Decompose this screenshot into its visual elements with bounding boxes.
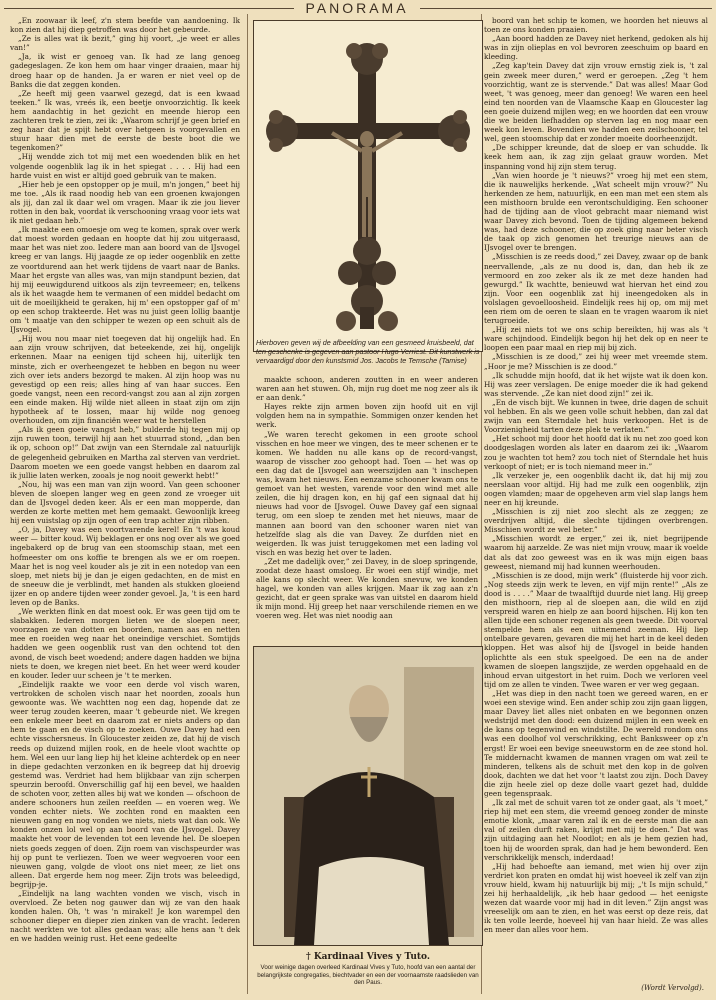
- paragraph: „We werkten flink en dat moest ook. Er was geen tijd om te slabakken. Iederen morgen lieten we de sloepen neer, voorzagen ze van dotten en boorden, namen aas en netten mee en roeiden weg naar het oneindige verschiet. Somtijds hadden we geen oogenblik rust van den ochtend tot den avond, de visch beet woedend; andere dagen hadden we bijna niets te doen, we kregen niet beet. En het weer werd kouder en kouder. Ieder uur scheen je 't te merken.: [10, 607, 240, 680]
- page-header: [0, 0, 716, 16]
- paragraph: „Ze heeft mij geen vaarwel gezegd, dat is een kwaad teeken.” Ik was, vreés ik, een beetje onvoorzichtig. Ik keek hem aandachtig in het gezicht en meende hierop een zachteren trek te zien, zei ik: „Waarom schrijf je geen brief en zeg haar dat je spijt hebt over hetgeen is voorgevallen en stuur haar dien met de eerste de beste boot die we tegenkomen?”: [10, 88, 240, 153]
- article-column-middle-body: [256, 375, 478, 643]
- paragraph: „En zoowaar ik leef, z'n stem beefde van aandoening. Ik kon zien dat hij diep getroffen was door het gebeurde.: [10, 16, 240, 35]
- paragraph: „Misschien wordt ze erger,” zei ik, niet begrijpende waarom hij aarzelde. Ze was niet mijn vrouw, maar ik voelde dat als dat zoo geweest was en ik was mijn eigen baas geweest, niemand mij had kunnen weerhouden.: [484, 534, 708, 571]
- cardinal-portrait: [254, 647, 482, 945]
- header-rule-right: [420, 8, 712, 9]
- paragraph: „Hij wendde zich tot mij met een woedenden blik en het volgende oogenblik lag ik in het spiegat . . . . Hij had een harde vuist en wist er altijd goed gebruik van te maken.: [10, 152, 240, 180]
- crucifix-caption: Hierboven geven wij de afbeelding van een gesmeed kruisbeeld, dat ten geschenke is gegeven aan pastoor Hugo Verriest. Dit kunstwerk is vervaardigd door den kunstsmid Jos. Jacobs te Temsche (Tamise): [256, 338, 480, 365]
- paragraph: „O, ja, Davey was een voortvarende kerel! En 't was koud weer — bitter koud. Wij beklagen er ons nog over als we goed ingebakerd op de brug van een stoomschip staan, met een hofmeester om ons koffie te brengen als we er om roepen. Maar het is nog veel kouder als je zit in een notedop van een sloep, met niets bij je dan je eigen gedachten, en de mist en de sneeuw die je verblindt, met handen als stukken gloeiend ijzer en op andere tijden weer zonder gevoel. Ja, 't is een hard leven op de Banks.: [10, 525, 240, 607]
- paragraph: „Misschien is zij niet zoo slecht als ze zeggen; ze overdrijven altijd, die slechte tijdingen overbrengen. Misschien wordt ze wel beter.”: [484, 507, 708, 535]
- cardinal-name: † Kardinaal Vives y Tuto.: [305, 952, 431, 962]
- paragraph: „Het was diep in den nacht toen we gereed waren, en er woei een stevige wind. Een ander schip zou zijn gaan liggen, maar Davey liet alles niet onbaten en we begonnen onzen wedstrijd met den dood: een duizend mijlen in een week en de kans op tegenwind en windstilte. De wereld rondom ons was een doolhof vol verschrikking, echt Banksweer op z'n ergst! Er woei een bevige sneeuwstorm en de zee stond hol. Te middernacht kwamen de mannen vragen om wat zeil te minderen, telkens als de schuit met den kop in de golven dook, dachten we dat het voor 't laatst zou zijn. Doch Davey die zijn heele ziel op deze dolle vaart gezet had, duldde geen tegenspraak.: [484, 688, 708, 798]
- paragraph: „Ja, ik wist er genoeg van. Ik had ze lang genoeg gadegeslagen. Ze kon hem om haar vinger draaien, maar hij droeg haar op de handen. Ja er waren er niet veel op de Banks die dat zeggen konden.: [10, 52, 240, 89]
- paragraph: „Hij wou nou maar niet toegeven dat hij ongelijk had. En aan zijn vrouw schrijven, dat beteekende, zei hij, ongelijk erkennen. Maar na eenigen tijd scheen hij, uiterlijk ten minste, zich er overheengezet te hebben en begon nu weer zich over iets anders bezorgd te maken. Al zijn hoop was nu gevestigd op een reis; alles hing af van haar succes. Een goede vangst, neen een record-vangst zou aan al zijn zorgen een einde maken. Hij wilde niet alleen in staat zijn om zijn hypotheek af te lossen, maar hij wilde nog genoeg overhouden, om zijn financiën weer wat te herstellen: [10, 334, 240, 426]
- paragraph: „Ik maakte een omoesje om weg te komen, sprak over werk dat moest worden gedaan en hoopte dat hij zou uitgeraasd, maar het was niet zoo. Iedere man aan boord van de IJsvogel kreeg er van langs. Hij jaagde ze op ieder oogenblik en zette ze voortdurend aan het werk tijdens de vaart naar de Banks. Maar het ergste van alles was, van mijn standpunt bezien, dat hij mij eeuwigdurend uitkoos als zijn tevreemeer; en, telkens als ik het waagde hem te vermanen of een middel bedacht om uit de moeilijkheid te geraken, hij m' een opstopper gaf of m' op een schop trakteerde. Het was nu juist geen lollig baantje om 't maatje van den schipper te wezen op een schuit als de IJsvogel.: [10, 225, 240, 335]
- paragraph: „Ik schudde mijn hoofd, dat ik het wijste wat ik doen kon. Hij was zeer verslagen. De enige moeder die ik had gekend was stervende. „Ze kan niet dood zijn!” zei ik.: [484, 370, 708, 398]
- paragraph: „Hier heb je een opstopper op je muil, m'n jongen,” beet hij me toe. „Als ik raad noodig heb van een groenen kwajongen als jij, dan zal ik daar wel om vragen. Maar ik zie jou liever rotten in den bak, voordat ik verschooning vraag voor iets wat ik niet gedaan heb.”: [10, 179, 240, 226]
- paragraph: maakte schoon, anderen zoutten in en weer anderen waren aan het stuwen. Oh, mijn rug doet me nog zeer als ik er aan denk.”: [256, 375, 478, 403]
- paragraph: Hayes rekte zijn armen boven zijn hoofd uit en vijl volgden hem na in sympathie. Sommigen onzer kenden het werk.: [256, 402, 478, 430]
- paragraph: „Zet me dadelijk over,” zei Davey, in de sloep springende, zoodat deze haast omsloeg. Er woei een stijf windje, met alle kans op slecht weer. We konden snevuw, we konden hagel, we konden van alles krijgen. Maar ik zag aan z'n gezicht, dat er geen sprake was van uitstel en daarom hield ik mijn mond. Hij greep het naar verschilende riemen en we voeren weg. Het was niet noodig aan: [256, 556, 478, 621]
- article-column-right: [484, 16, 708, 982]
- paragraph: boord van het schip te komen, we hoorden het nieuws al toen ze ons konden praaien.: [484, 16, 708, 35]
- header-rule-left: [4, 8, 294, 9]
- crucifix-figure: [253, 20, 483, 352]
- paragraph: „Aan boord hadden ze Davey niet herkend, gedoken als hij was in zijn olieplas en vol bevroren zeeschuim op baard en kleeding.: [484, 34, 708, 62]
- paragraph: „Van wien hoorde je 't nieuws?” vroeg hij met een stem, die ik nauwelijks herkende. „Wat scheelt mijn vrouw?” Nu herkenden ze hem, natuurlijk, en een man met een stem als een misthoorn brulde een verontschuldiging. Een schooner had de tijding aan de vloot gebracht maar niemand wist waar Davey zich bevond. Toen de tijding algemeen bekend was, had deze schooner, die op zoek ging naar beter visch de taak op zich genomen het treurige nieuws aan de IJsvogel over te brengen.: [484, 170, 708, 253]
- paragraph: „Als ik geen goeie vangst heb,” bulderde hij tegen mij op zijn ruwen toon, terwijl hij aan het stuurrad stond, „dan ben ik op, schoon op!” Dat zwijn van een Sterndale zal natuurlijk de gelegenheid gebruiken en Martha zal sterven van verdriet. Daarom moeten we een goede vangst hebben en daarom zal ik jullie laten werken, zooals je nog nooit gewerkt hebt!”: [10, 425, 240, 480]
- paragraph: „Misschien is ze dood, mijn werk” (fluisterde hij voor zich. „Nog steeds zijn werk te leven, en vijf mijn rente!” „Als ze dood is . . . .” Maar de twaalftijd duurde niet lang. Hij greep den misthoorn, riep al de sloepen aan, die wild en zijd verspreid waren en hielp ze aan boord hijschen. Hij kon ten allen tijde een schoner regenen als geen tweede. Dit voorval stempelde hem als een uitnemend zeeman. Hij liep ontelbare gevaren, gevaren die mij het hart in de keel deden kloppen. Het was alsof hij de IJsvogel in beide handen oplichtte als een stuk speelgoed. De een na de ander kwamen de sloepen langszijde, ze werden opgehaald en de inhoud ervan uitgestort in het ruim. Doch we verloren veel tijd om ze allen te vinden. Twee waren er ver weg gegaan.: [484, 570, 708, 689]
- paragraph: „Zeg kap'tein Davey dat zijn vrouw ernstig ziek is, 't zal gein zweek meer duren,” werd er geroepen. „Zeg 't hem voorzichtig, want ze is stervende.” Dat was alles! Maar God weet, 't was genoeg, meer dan genoeg! We waren een heel eind ten noorden van de Vlaamsche Kaap en Gloucester lag een goeie duizend mijlen weg; en we hoorden dat een vrouw die we beiden liefhadden op sterven lag en nog maar een week kon leven. Bovendien we hadden een zeilschooner, tel wel, geen stoomschip dat er zonder moeite doorheenzijdt.: [484, 61, 708, 144]
- paragraph: „En de visch bijt. We kunnen in twee, drie dagen de schuit vol hebben. En als we geen volle schuit hebben, dan zal dat zwijn van een Sterndale het huis verkoopen. Het is de Voorzienigheid tarten deze plek te verlaten.”: [484, 397, 708, 435]
- paragraph: „Het schoot mij door het hoofd dat ik nu net zoo goed kon doodgeslagen worden als later en daarom zei ik: „Waarom zou je wachten tot hem? zou toch niet of Sterndale het huis verkoopt of niet; er is toch niemand meer in.”: [484, 434, 708, 471]
- paragraph: „Ze is alles wat ik bezit,” ging hij voort, „je weet er alles van!”: [10, 34, 240, 53]
- column-divider-left: [247, 14, 248, 994]
- paragraph: „Nou, hij was een man van zijn woord. Van geen schooner bleven de sloepen langer weg en geen zond ze vroeger uit dan de IJsvogel deden keer. Als er een man mopperde, dan werden ze korte metten met hem gemaakt. Gewoonlijk kreeg hij een vuistslag op zijn ogen of een trap achter zijn ribben.: [10, 479, 240, 526]
- paragraph: „We waren terecht gekomen in een groote school visschen en hoe meer we vingen, des te meer schenen er te komen. We hadden nu alle kans op de record-vangst, waarop de visscher zoo gehoopt had. Toen — het was op een dag dat de IJsvogel aan weerszijden aan 't inschepen was, kwam het nieuws. Een eenzame schooner kwam ons te gemoet van het westen, varende voor den wind met alle zeilen, die hij dragen kon, en hij gaf een signaal dat hij nieuws had voor de IJsvogel. Ouwe Davey gaf een signaal terug, om een sloep te zenden met het nieuws, maar de mannen aan boord van den schooner waren niet van hetzelfde slag als die van Davey. Ze durfden niet en weigerden. Ik was juist teruggekomen met een lading vol visch en was bezig het over te laden.: [256, 429, 478, 557]
- paragraph: „Ik zal met de schuit varen tot ze onder gaat, als 't moet,” riep hij met een stem, die vreemd genoeg zonder de minste emotie klonk, „maar varen zal ik en de eerste man die aan val of zeilen durft raken, krijgt met mij te doen.” Dat was zijn uitdaging aan het Noodlot; en als je hem gezien had, toen hij de woorden sprak, dan had je hem bewonderd. Een verschrikkelijk mensch, inderdaad!: [484, 798, 708, 862]
- paragraph: „De schipper kreunde, dat de sloep er van schudde. Ik keek hem aan, ik zag zijn gelaat grauw worden. Met inspanning vond hij zijn stem terug.: [484, 143, 708, 171]
- paragraph: „Misschien is ze reeds dood,” zei Davey, zwaar op de bank neervallende, „als ze nu dood is, dan, dan heb ik ze vermoord en zoo zeker als ik ze met deze handen had gewurgd.” Ik wachtte, benieuwd wat hiervan het eind zou zijn. Voor een oogenblik zat hij ineengedoken als in volslagen gevoelloosheid. Eindelijk rees hij op, om mij met een riem om de oeren te slaan en te vragen waarom ik niet terugroeide.: [484, 252, 708, 326]
- cardinal-caption: Voor weinige dagen overleed Kardinaal Vives y Tuto, hoofd van een aantal der belangrijkste congregaties, biechtvader en een der voornaamste raadslieden van den Paus.: [257, 964, 479, 987]
- paragraph: „Eindelijk na lang wachten vonden we visch, visch in overvloed. Ze beten nog gauwer dan wij ze van den haak konden halen. Oh, 't was 'n mirakel! Je kon warempel den schooner dieper en dieper zien zinken van de vracht. Iederen nacht werkten we tot alles gedaan was; alle hens aan 't dek en we hadden weinig rust. Het eene gedeelte: [10, 889, 240, 944]
- paragraph: „Hij had behoefte aan iemand, met wien hij over zijn verdriet kon praten en omdat hij wist hoeveel ik zelf van zijn vrouw hield, kwam hij natuurlijk bij mij; „'t Is mijn schuld,” zei hij herhaaldelijk, „ik heb haar gedood — het eenigste wezen dat waarde voor mij had in dit leven.” Zijn angst was vreeselijk om aan te zien, en het was eerst op deze reis, dat ik ten volle leerde, hoeveel hij van haar hield. Ze was alles en meer dan alles voor hem.: [484, 861, 708, 935]
- cardinal-photo-frame: [253, 646, 483, 946]
- paragraph: „Hij zei niets tot we ons schip bereikten, hij was als 't ware schijndood. Eindelijk begon hij het dek op en neer te loopen een paar maal en riep mij bij zich.: [484, 325, 708, 353]
- paragraph: „Ik verzeker je, een oogenblik dacht ik, dat hij mij zou neerslaan voor altijd. Hij had me zulk een oogenblik, zijn oogen vlamden; maar de opgeheven arm viel slap langs hem neer en hij kreunde.: [484, 470, 708, 507]
- paragraph: „Eindelijk raakte we voor een derde vol visch waren, vertrokken de scholen visch naar het noorden, zooals hun gewoonte was. We wachtten nog een dag, hopende dat ze weer terug zouden keeren, maar 't gebeurde niet. We kregen een enkele meer beet en daarom zat er niets anders op dan hem te gaan en de visch op te zoeken. Ouwe Davey had een echte visschersneus. In Gloucester zeiden ze, dat hij de visch reeds op duizend mijlen rook, en de heele vloot wachtte op hem. Wel een uur lang liep hij het kleine achterdek op en neer in diepe gedachten verzonken en ik begreep dat hij droevig gestemd was. Verdriet had hem blijkbaar van zijn scherpen speurzin beroofd. Onverschillig gaf hij een bevel, we haalden de schoten voor, zetten alles bij wat we konden — ofschoon de andere schooners hun zeilen reefden — en voeren weg. We vonden echter niets. We zochten rond en maakten een nieuwen gang en nog vonden we niets, niets wat dan ook. We konden onzen lol wel op aan boord van de IJsvogel. Davey maakte het voor de levenden tot een levende hel. De sloepen niets goeds zeggen of doen. Zijn roem van vischspeurder was hij op punt te verliezen. Toen we weer wegvoeren voor een nieuwen gang, volgde de vloot ons niet meer, ze liet ons alleen. Dat ergerde hem nog meer. Zijn trots was beleedigd, begrijp-je.: [10, 679, 240, 889]
- crucifix-illustration: [254, 21, 482, 351]
- paragraph: „Misschien is ze dood,” zei hij weer met vreemde stem. „Hoor je me? Misschien is ze dood.”: [484, 352, 708, 371]
- masthead-title: PANORAMA: [305, 0, 409, 16]
- continued-note: (Wordt Vervolgd).: [641, 984, 704, 992]
- article-column-left: [10, 16, 240, 996]
